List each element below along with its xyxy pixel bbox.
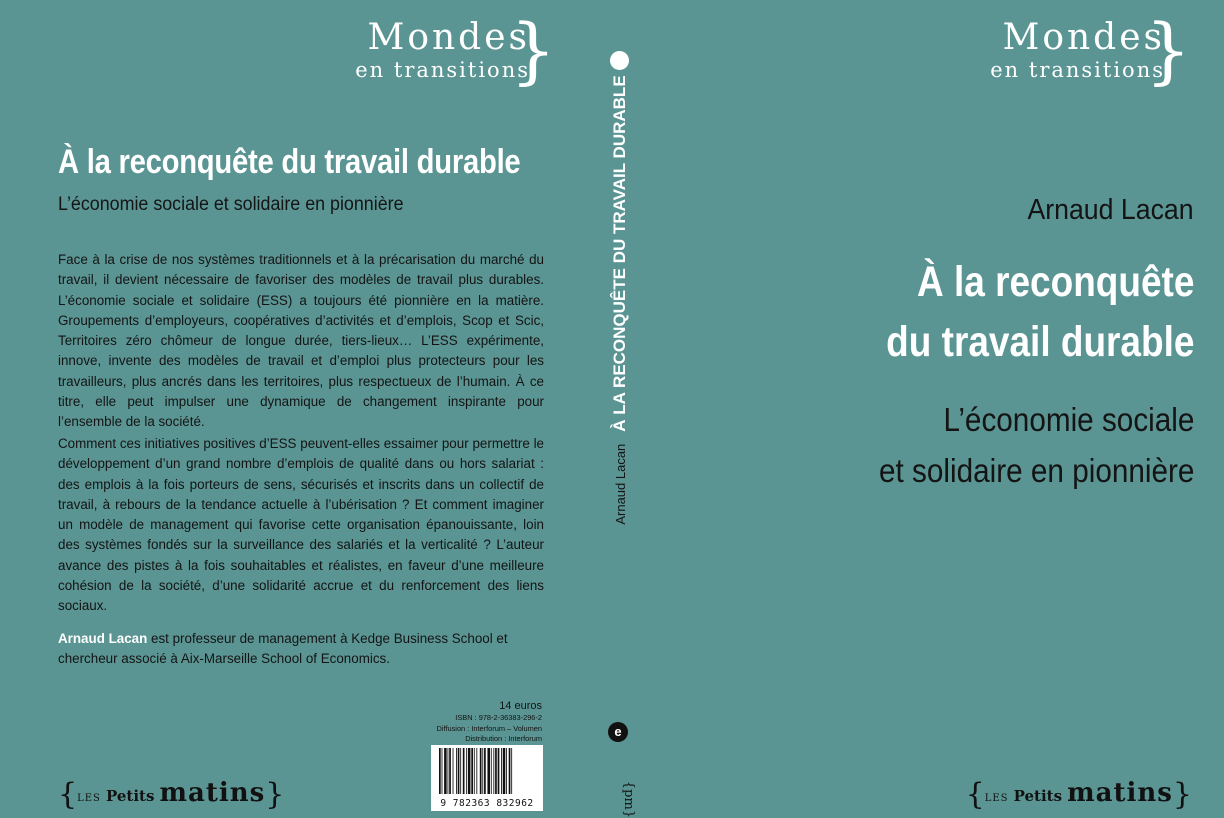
author-bio-name: Arnaud Lacan bbox=[58, 631, 148, 646]
barcode-bar bbox=[506, 748, 507, 794]
blurb-paragraph-2: Comment ces initiatives positives d’ESS peuvent-elles essaimer pour permettre le développement d’un grand nombre d’emplois de qualité dans ou hors salariat : des emplois à la fois porteurs de sens, sécurisés et inscrits dans un collectif de travail, à rebours de la tendance actuelle à l’ubérisation ? Et comment imaginer un modèle de management qui favorise cette organisation épanouissante, loin des systèmes fondés sur la surveillance des salariés et la verticalité ? L’auteur avance des pistes à la fois souhaitables et réalistes, en faveur d’une meilleure cohésion de la société, d’une solidarité accrue et du renforcement des liens sociaux. bbox=[58, 436, 544, 614]
series-logo-front bbox=[990, 8, 1191, 92]
barcode-bar bbox=[468, 748, 471, 794]
publisher-brace-close-front: } bbox=[1172, 777, 1192, 812]
barcode-bar bbox=[444, 748, 447, 794]
price: 14 euros bbox=[499, 700, 542, 712]
back-subtitle: L’économie sociale et solidaire en pionnière bbox=[58, 194, 404, 215]
back-title: À la reconquête du travail durable bbox=[58, 143, 521, 181]
author-bio bbox=[58, 629, 548, 670]
front-subtitle-line1: L’économie sociale bbox=[943, 401, 1194, 438]
publisher-logo-front bbox=[965, 777, 1192, 812]
barcode-bar bbox=[484, 748, 486, 794]
barcode-bar bbox=[460, 748, 461, 794]
publisher-matins: matins bbox=[159, 778, 266, 808]
price-block bbox=[437, 699, 542, 745]
publisher-brace-open-front: { bbox=[965, 777, 985, 812]
barcode-bar bbox=[439, 748, 441, 794]
series-brace: } bbox=[510, 8, 556, 92]
barcode-bar bbox=[511, 748, 512, 794]
barcode-bar bbox=[480, 748, 482, 794]
barcode-bar bbox=[493, 748, 494, 794]
barcode-bar bbox=[501, 748, 502, 794]
barcode-bar bbox=[448, 748, 449, 794]
barcode-bar bbox=[474, 748, 475, 794]
publisher-brace-open: { bbox=[58, 777, 78, 812]
spine-publisher-mark: {pm} bbox=[621, 780, 637, 818]
author-bio-text: est professeur de management à Kedge Business School et chercheur associé à Aix-Marseille School of Economics. bbox=[58, 631, 508, 667]
spine-dot bbox=[610, 51, 629, 70]
barcode-bar bbox=[476, 748, 477, 794]
barcode-bar bbox=[491, 748, 492, 794]
diffusion: Diffusion : Interforum – Volumen bbox=[436, 723, 542, 733]
barcode-bar bbox=[471, 748, 473, 794]
series-brace-front: } bbox=[1145, 8, 1191, 92]
barcode-bar bbox=[482, 748, 483, 794]
barcode-number: 9 782363 832962 bbox=[440, 798, 534, 809]
publisher-petits: Petits bbox=[105, 787, 155, 805]
blurb-paragraph-1: Face à la crise de nos systèmes traditionnels et à la précarisation du marché du travail, il devient nécessaire de favoriser des modèles de travail plus durables. L’économie sociale et solidaire (ESS) a toujours été pionnière en la matière. Groupements d’employeurs, coopératives d’activités et d’emplois, Scop et Scic, Territoires zéro chômeur de longue durée, tiers-lieux… L’ESS expérimente, innove, invente des modèles de travail et d’emploi plus protecteurs pour les travailleurs, plus ancrés dans les territoires, plus respectueux de l’humain. À ce titre, elle peut impulser une dynamique de changement inspirante pour l’ensemble de la société. bbox=[58, 252, 544, 430]
barcode-bar bbox=[442, 748, 443, 794]
front-title bbox=[886, 252, 1194, 372]
spine-badge: e bbox=[608, 722, 628, 742]
publisher-logo-back bbox=[58, 777, 285, 812]
series-logo-back bbox=[355, 8, 556, 92]
barcode-bar bbox=[453, 748, 454, 794]
publisher-les: LES bbox=[77, 793, 101, 804]
barcode-bar bbox=[449, 748, 451, 794]
barcode-bar bbox=[456, 748, 457, 794]
publisher-petits-front: Petits bbox=[1013, 787, 1063, 805]
series-line1: Mondes bbox=[367, 17, 530, 58]
barcode-bar bbox=[463, 748, 465, 794]
front-subtitle-line2: et solidaire en pionnière bbox=[878, 452, 1194, 489]
barcode-bars bbox=[439, 748, 535, 794]
barcode-bar bbox=[487, 748, 490, 794]
front-subtitle bbox=[879, 394, 1194, 496]
barcode-bar bbox=[458, 748, 460, 794]
publisher-brace-close: } bbox=[265, 777, 285, 812]
front-title-line2: du travail durable bbox=[885, 318, 1194, 366]
barcode bbox=[431, 745, 543, 811]
front-title-line1: À la reconquête bbox=[916, 258, 1194, 306]
series-line2-front: en transitions bbox=[990, 58, 1165, 82]
barcode-bar bbox=[466, 748, 467, 794]
series-line2: en transitions bbox=[355, 58, 530, 82]
isbn: ISBN : 978-2-36383-296-2 bbox=[455, 713, 542, 722]
series-line1-front: Mondes bbox=[1002, 17, 1165, 58]
barcode-bar bbox=[495, 748, 497, 794]
publisher-matins-front: matins bbox=[1067, 778, 1173, 808]
front-author: Arnaud Lacan bbox=[1027, 194, 1194, 226]
spine-title: À LA RECONQUÊTE DU TRAVAIL DURABLE bbox=[610, 75, 629, 432]
spine-text bbox=[610, 75, 630, 524]
barcode-bar bbox=[509, 748, 511, 794]
distribution: Distribution : Interforum bbox=[465, 734, 542, 743]
publisher-les-front: LES bbox=[984, 793, 1009, 804]
spine-author: Arnaud Lacan bbox=[613, 443, 628, 525]
barcode-bar bbox=[498, 748, 500, 794]
barcode-bar bbox=[503, 748, 506, 794]
